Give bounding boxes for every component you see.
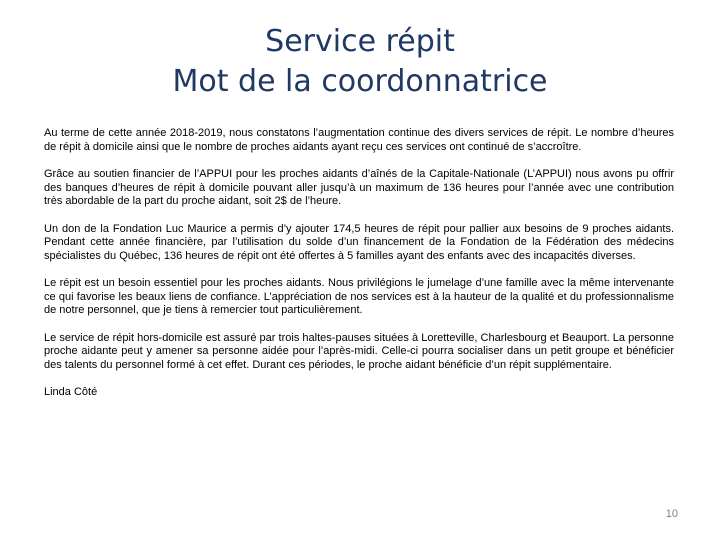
title-line-message: Mot de la coordonnatrice bbox=[172, 64, 548, 99]
title-line-service: Service répit bbox=[265, 24, 455, 59]
paragraph-donations: Un don de la Fondation Luc Maurice a permis d’y ajouter 174,5 heures de répit pour pallier aux besoins de 9 proches aidants. Pendant cette année financière, par l’utilisation du solde d’un financement de la Fondation de la Fédération des médecins spécialistes du Québec, 136 heures de répit ont été offertes à 5 familles ayant des enfants avec des incapacités diverses. bbox=[44, 222, 674, 262]
body-text bbox=[44, 127, 674, 400]
paragraph-intro: Au terme de cette année 2018-2019, nous constatons l’augmentation continue des divers services de répit. Le nombre d’heures de répit à domicile ainsi que le nombre de proches aidants ayant reçu ces services ont continué de s’accroître. bbox=[44, 127, 674, 153]
page-number: 10 bbox=[665, 508, 678, 520]
page-title bbox=[0, 22, 720, 102]
paragraph-appui: Grâce au soutien financier de l’APPUI pour les proches aidants d’aînés de la Capitale-Nationale (L’APPUI) nous avons pu offrir des banques d’heures de répit à domicile pouvant aller jusqu’à un maximum de 136 heures pour l’année avec une contribution très abordable de la part du proche aidant, soit 2$ de l’heure. bbox=[44, 168, 674, 207]
signature: Linda Côté bbox=[44, 386, 98, 398]
paragraph-out-of-home: Le service de répit hors-domicile est assuré par trois haltes-pauses situées à Loretteville, Charlesbourg et Beauport. La personne proche aidante peut y amener sa personne aidée pour l’après-midi. Celle-ci pourra socialiser dans un petit groupe et bénéficier des talents du personnel formé à cet effet. Durant ces périodes, le proche aidant bénéficie d’un répit supplémentaire. bbox=[44, 331, 674, 371]
paragraph-essential-need: Le répit est un besoin essentiel pour les proches aidants. Nous privilégions le jumelage d’une famille avec la même intervenante ce qui favorise les beaux liens de confiance. L’appréciation de nos services est à la hauteur de la qualité et du professionnalisme de notre personnel, que je tiens à remercier tout particulièrement. bbox=[44, 277, 674, 316]
